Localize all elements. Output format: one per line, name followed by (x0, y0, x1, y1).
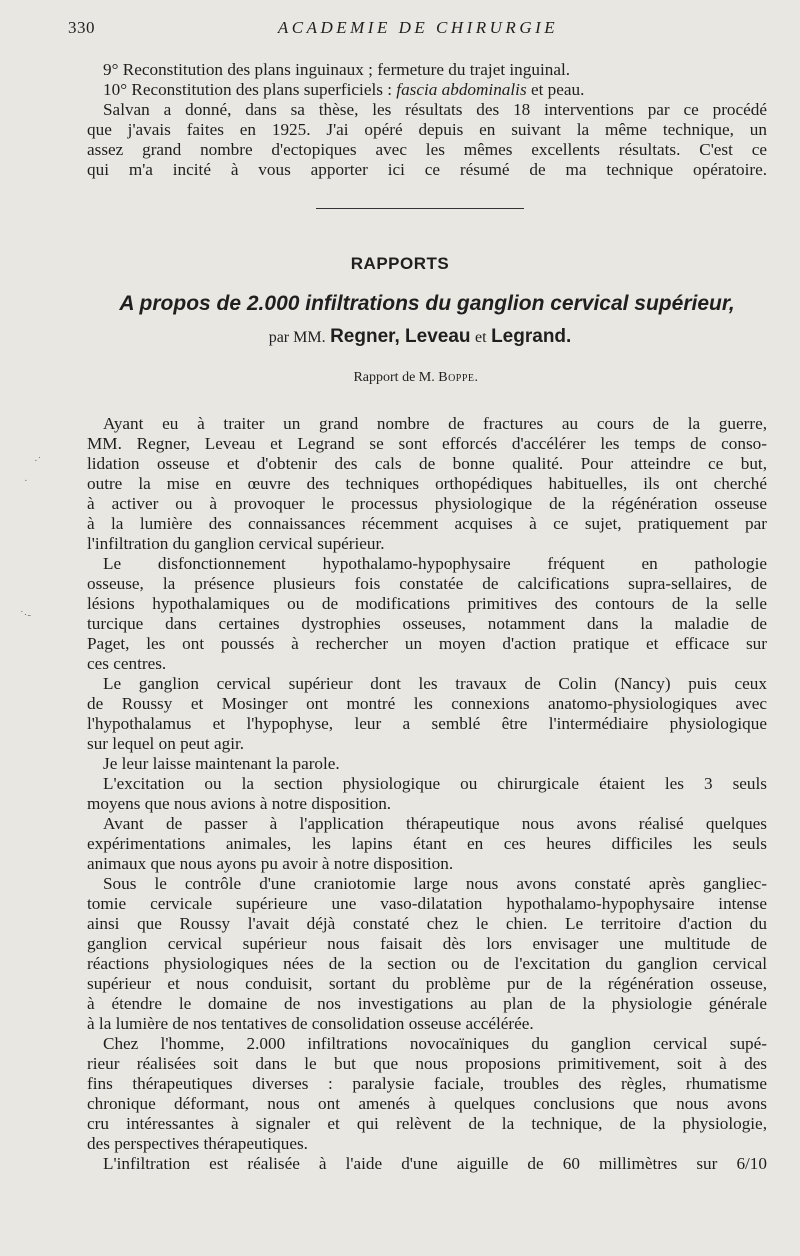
text-line: supérieur et nous conduisit, sortant du problème pur de la régénération osseuse, (87, 974, 767, 993)
text-line: tomie cervicale supérieure une vaso-dilatation hypothalamo-hypophysaire intense (87, 894, 767, 913)
text-line: rieur réalisées soit dans le but que nous proposions primitivement, soit à des (87, 1054, 767, 1073)
text-line: Salvan a donné, dans sa thèse, les résultats des 18 interventions par ce procédé (103, 100, 767, 119)
text-line: Sous le contrôle d'une craniotomie large nous avons constaté après gangliec- (103, 874, 767, 893)
text-line: Avant de passer à l'application thérapeutique nous avons réalisé quelques (103, 814, 767, 833)
text-line: fins thérapeutiques diverses : paralysie faciale, troubles des règles, rhumatisme (87, 1074, 767, 1093)
text-line: de Roussy et Mosinger ont montré les connexions anatomo-physiologiques avec (87, 694, 767, 713)
authors-last: Legrand. (491, 326, 572, 347)
margin-mark: · (24, 475, 28, 487)
text-line: ces centres. (87, 654, 167, 673)
text-line: L'infiltration est réalisée à l'aide d'une aiguille de 60 millimètres sur 6/10 (103, 1154, 767, 1173)
authors-and: et (475, 329, 487, 346)
text-line: à étendre le domaine de nos investigations au plan de la physiologie générale (87, 994, 767, 1013)
page-header (68, 18, 768, 42)
article-authors (0, 326, 800, 348)
text-line: l'infiltration du ganglion cervical supérieur. (87, 534, 385, 553)
text-line: à la lumière de nos tentatives de consolidation osseuse accélérée. (87, 1014, 534, 1033)
text-span: 10° Reconstitution des plans superficiels : (103, 80, 392, 99)
text-line: MM. Regner, Leveau et Legrand se sont efforcés d'accélérer les temps de conso- (87, 434, 767, 453)
text-line (103, 80, 767, 100)
text-line: chronique déformant, nous ont amenés à quelques conclusions que nous avons (87, 1094, 767, 1113)
text-line: 9° Reconstitution des plans inguinaux ; fermeture du trajet inguinal. (103, 60, 571, 79)
text-line: ganglion cervical supérieur nous faisait dès lors envisager une multitude de (87, 934, 767, 953)
section-heading: RAPPORTS (350, 254, 450, 273)
text-line: qui m'a incité à vous apporter ici ce résumé de ma technique opératoire. (87, 160, 767, 179)
text-span: et peau. (526, 80, 585, 99)
text-line: réactions physiologiques nées de la section ou de l'excitation du ganglion cervical (87, 954, 767, 973)
text-line: cru intéressantes à signaler et qui relèvent de la technique, de la physiologie, (87, 1114, 767, 1133)
separator-rule (316, 208, 524, 209)
rapport-name: Boppe. (438, 370, 479, 385)
text-line: expérimentations animales, les lapins étant en ces heures difficiles les seuls (87, 834, 767, 853)
article-title: A propos de 2.000 infiltrations du ganglion cervical supérieur, (119, 292, 735, 315)
text-line: Le disfonctionnement hypothalamo-hypophysaire fréquent en pathologie (103, 554, 767, 573)
text-line: turcique dans certaines dystrophies osseuses, notamment dans la maladie de (87, 614, 767, 633)
margin-mark: ·˙ (34, 455, 42, 467)
rapport-line (0, 370, 800, 386)
authors-names: Regner, Leveau (330, 326, 471, 347)
text-line: l'hypothalamus et l'hypophyse, leur a semblé être l'intermédiaire physiologique (87, 714, 767, 733)
text-line: Chez l'homme, 2.000 infiltrations novocaïniques du ganglion cervical supé- (103, 1034, 767, 1053)
text-line: sur lequel on peut agir. (87, 734, 245, 753)
text-line: à activer ou à provoquer le processus physiologique de la régénération osseuse (87, 494, 767, 513)
margin-marks (18, 455, 68, 655)
text-line: assez grand nombre d'ectopiques avec les mêmes excellents résultats. C'est ce (87, 140, 767, 159)
text-line: lésions hypothalamiques ou de modifications primitives des contours de la selle (87, 594, 767, 613)
text-line: osseuse, la présence plusieurs fois constatée de calcifications supra-sellaires, de (87, 574, 767, 593)
text-line: Paget, les ont poussés à rechercher un moyen d'action pratique et efficace sur (87, 634, 767, 653)
text-line: des perspectives thérapeutiques. (87, 1134, 308, 1153)
text-line: Ayant eu à traiter un grand nombre de fractures au cours de la guerre, (103, 414, 767, 433)
text-line: moyens que nous avions à notre disposition. (87, 794, 392, 813)
authors-by: par MM. (268, 329, 326, 346)
text-line: outre la mise en œuvre des techniques orthopédiques habituelles, ils ont cherché (87, 474, 767, 493)
text-line: ainsi que Roussy l'avait déjà constaté chez le chien. Le territoire d'action du (87, 914, 767, 933)
running-title: ACADEMIE DE CHIRURGIE (277, 18, 559, 37)
margin-mark: ˙·‑ (20, 609, 31, 621)
rapport-label: Rapport de M. (353, 370, 435, 385)
text-line: animaux que nous ayons pu avoir à notre disposition. (87, 854, 454, 873)
text-line: que j'avais faites en 1925. J'ai opéré depuis en suivant la même technique, un (87, 120, 767, 139)
text-line: lidation osseuse et d'obtenir des cals de bonne qualité. Pour atteindre ce but, (87, 454, 767, 473)
text-line: L'excitation ou la section physiologique ou chirurgicale étaient les 3 seuls (103, 774, 767, 793)
italic-term: fascia abdominalis (396, 80, 527, 99)
text-line: Je leur laisse maintenant la parole. (103, 754, 340, 773)
page-number: 330 (68, 18, 95, 37)
text-line: à la lumière des connaissances récemment acquises à ce sujet, pratiquement par (87, 514, 767, 533)
text-line: Le ganglion cervical supérieur dont les travaux de Colin (Nancy) puis ceux (103, 674, 767, 693)
